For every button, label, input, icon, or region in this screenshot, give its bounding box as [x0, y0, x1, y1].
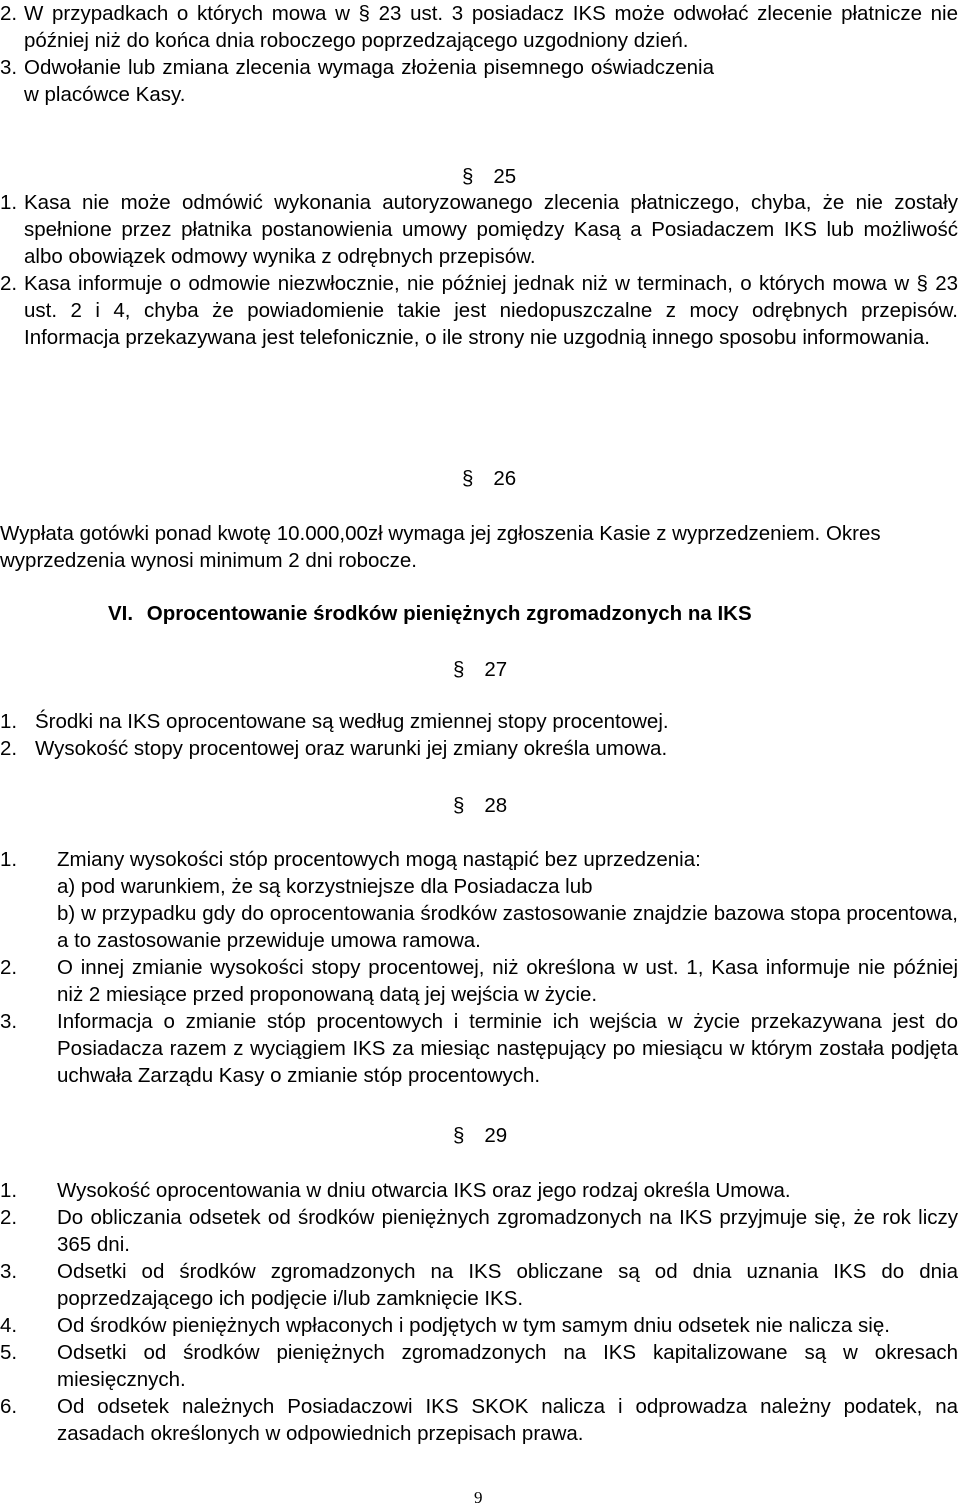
- section-number: 26: [493, 467, 517, 490]
- section-heading-26: [462, 465, 516, 492]
- list-item: [0, 1008, 958, 1089]
- section-symbol: §: [462, 165, 474, 188]
- list-item: [0, 1177, 958, 1204]
- section-29-list: [0, 1177, 958, 1447]
- list-item: [0, 1258, 958, 1312]
- section-symbol: §: [453, 658, 465, 681]
- list-item: [0, 1312, 958, 1339]
- section-heading-29: [453, 1122, 507, 1149]
- section-symbol: §: [462, 467, 474, 490]
- list-item: [0, 846, 958, 954]
- item-text: O innej zmianie wysokości stopy procentowej, niż określona w ust. 1, Kasa informuje nie później niż 2 miesiące przed proponowaną datą jej wejścia w życie.: [57, 956, 958, 1006]
- list-item: [0, 54, 958, 108]
- list-item: [0, 954, 958, 1008]
- section-heading-25: [462, 163, 516, 190]
- list-item: [0, 1204, 958, 1258]
- item-number: 1.: [0, 191, 18, 214]
- page-number: 9: [474, 1488, 483, 1507]
- item-text: Od środków pieniężnych wpłaconych i podjętych w tym samym dniu odsetek nie nalicza się.: [57, 1314, 890, 1337]
- item-number: 1.: [0, 1179, 18, 1202]
- item-number: 1.: [0, 848, 18, 871]
- list-item: [0, 735, 958, 762]
- chapter-title: Oprocentowanie środków pieniężnych zgromadzonych na IKS: [146, 602, 752, 625]
- item-number: 3.: [0, 1010, 18, 1033]
- item-text: Od odsetek należnych Posiadaczowi IKS SKOK nalicza i odprowadza należny podatek, na zasadach określonych w odpowiednich przepisach prawa.: [57, 1395, 958, 1445]
- top-list: [0, 0, 958, 108]
- section-number: 25: [493, 165, 517, 188]
- section-symbol: §: [453, 1124, 465, 1147]
- item-number: 3.: [0, 1260, 18, 1283]
- item-text: W przypadkach o których mowa w § 23 ust. 3 posiadacz IKS może odwołać zlecenie płatnicze nie później niż do końca dnia roboczego poprzedzającego uzgodniony dzień.: [24, 2, 958, 52]
- item-number: 5.: [0, 1341, 18, 1364]
- list-item: [0, 1393, 958, 1447]
- item-line: Zmiany wysokości stóp procentowych mogą nastąpić bez uprzedzenia:: [57, 848, 701, 871]
- item-text: Środki na IKS oprocentowane są według zmiennej stopy procentowej.: [35, 710, 669, 733]
- section-heading-27: [453, 656, 507, 683]
- item-text: Wysokość stopy procentowej oraz warunki jej zmiany określa umowa.: [35, 737, 668, 760]
- section-25-list: [0, 189, 958, 351]
- item-number: 2.: [0, 2, 18, 25]
- item-text: Odsetki od środków pieniężnych zgromadzonych na IKS kapitalizowane są w okresach miesięcznych.: [57, 1341, 958, 1391]
- section-number: 29: [484, 1124, 508, 1147]
- section-number: 27: [484, 658, 508, 681]
- chapter-roman: VI.: [108, 602, 134, 625]
- item-number: 3.: [0, 56, 18, 79]
- item-text: Odsetki od środków zgromadzonych na IKS obliczane są od dnia uznania IKS do dnia poprzedzającego ich podjęcie i/lub zamknięcie IKS.: [57, 1260, 958, 1310]
- list-item: [0, 1339, 958, 1393]
- list-item: [0, 189, 958, 270]
- section-number: 28: [484, 794, 508, 817]
- item-text: Do obliczania odsetek od środków pieniężnych zgromadzonych na IKS przyjmuje się, że rok liczy 365 dni.: [57, 1206, 958, 1256]
- item-number: 1.: [0, 710, 18, 733]
- item-text: Wysokość oprocentowania w dniu otwarcia IKS oraz jego rodzaj określa Umowa.: [57, 1179, 791, 1202]
- item-text: Odwołanie lub zmiana zlecenia wymaga złożenia pisemnego oświadczenia w placówce Kasy.: [24, 56, 714, 106]
- list-item: [0, 270, 958, 351]
- section-heading-28: [453, 792, 507, 819]
- item-number: 2.: [0, 737, 18, 760]
- item-number: 2.: [0, 272, 18, 295]
- section-27-list: [0, 708, 958, 762]
- section-symbol: §: [453, 794, 465, 817]
- section-26-text: [0, 520, 958, 574]
- paragraph: Wypłata gotówki ponad kwotę 10.000,00zł wymaga jej zgłoszenia Kasie z wyprzedzeniem. Okres wyprzedzenia wynosi minimum 2 dni robocze.: [0, 522, 881, 572]
- list-item: [0, 708, 958, 735]
- item-number: 2.: [0, 956, 18, 979]
- item-line: a) pod warunkiem, że są korzystniejsze dla Posiadacza lub: [57, 875, 593, 898]
- item-number: 4.: [0, 1314, 18, 1337]
- item-line: b) w przypadku gdy do oprocentowania środków zastosowanie znajdzie bazowa stopa procentowa, a to zastosowanie przewiduje umowa ramowa.: [57, 902, 958, 952]
- item-text: Kasa informuje o odmowie niezwłocznie, nie później jednak niż w terminach, o których mowa w § 23 ust. 2 i 4, chyba że powiadomienie takie jest niedopuszczalne z mocy odrębnych przepisów. Informacja przekazywana jest telefonicznie, o ile strony nie uzgodnią innego sposobu informowania.: [24, 272, 958, 349]
- section-28-list: [0, 846, 958, 1089]
- list-item: [0, 0, 958, 54]
- item-number: 6.: [0, 1395, 18, 1418]
- chapter-heading: [108, 600, 752, 627]
- item-number: 2.: [0, 1206, 18, 1229]
- item-text: Kasa nie może odmówić wykonania autoryzowanego zlecenia płatniczego, chyba, że nie zostały spełnione przez płatnika postanowienia umowy pomiędzy Kasą a Posiadaczem IKS lub możliwość albo obowiązek odmowy wynika z odrębnych przepisów.: [24, 191, 958, 268]
- item-text: Informacja o zmianie stóp procentowych i terminie ich wejścia w życie przekazywana jest do Posiadacza razem z wyciągiem IKS za miesiąc następujący po miesiącu w którym została podjęta uchwała Zarządu Kasy o zmianie stóp procentowych.: [57, 1010, 958, 1087]
